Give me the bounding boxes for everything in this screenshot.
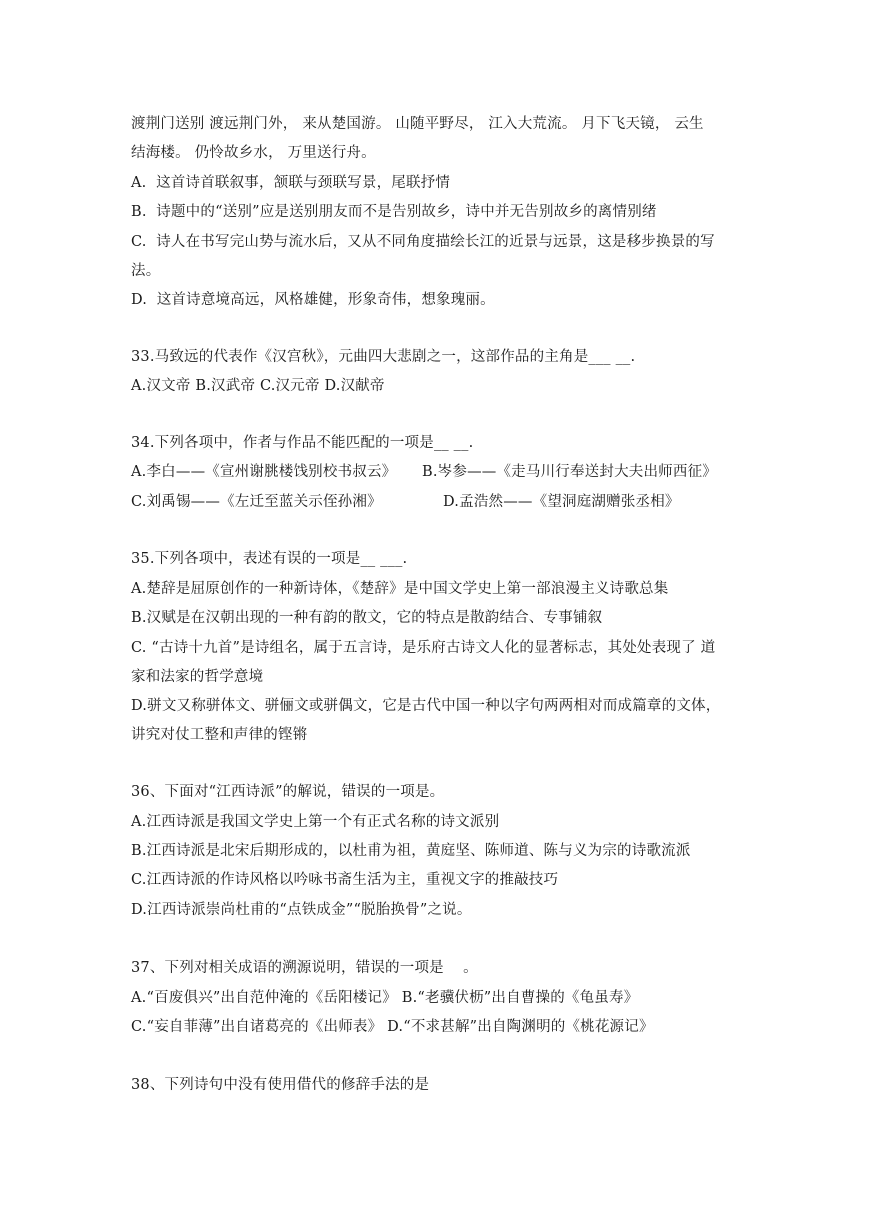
poem-text-line-1: 渡荆门送别 渡远荆门外， 来从楚国游。 山随平野尽， 江入大荒流。 月下飞天镜， 云生 xyxy=(131,116,704,132)
intro-option-a: A. 这首诗首联叙事，颔联与颈联写景，尾联抒情 xyxy=(131,175,451,191)
question-34-option-c: C.刘禹锡——《左迁至蓝关示侄孙湘》 xyxy=(131,494,382,510)
question-35-stem: 35.下列各项中，表述有误的一项是__ ___. xyxy=(131,551,408,567)
question-36-stem: 36、下面对“江西诗派”的解说，错误的一项是。 xyxy=(131,784,445,800)
intro-option-d: D. 这首诗意境高远，风格雄健，形象奇伟，想象瑰丽。 xyxy=(131,292,495,308)
question-36-option-b: B.江西诗派是北宋后期形成的，以杜甫为祖，黄庭坚、陈师道、陈与义为宗的诗歌流派 xyxy=(131,843,691,859)
question-35-option-c: C. “古诗十九首”是诗组名，属于五言诗，是乐府古诗文人化的显著标志，其处处表现了 道 xyxy=(131,640,716,656)
question-37-options-ab: A.“百废俱兴”出自范仲淹的《岳阳楼记》 B.“老骥伏枥”出自曹操的《龟虽寿》 xyxy=(131,990,639,1006)
question-34-option-d: D.孟浩然——《望洞庭湖赠张丞相》 xyxy=(443,494,680,510)
intro-option-c-continued: 法。 xyxy=(131,263,161,279)
question-33-options: A.汉文帝 B.汉武帝 C.汉元帝 D.汉献帝 xyxy=(131,378,385,394)
question-35-option-d-continued: 讲究对仗工整和声律的铿锵 xyxy=(131,727,308,743)
question-36-option-a: A.江西诗派是我国文学史上第一个有正式名称的诗文派别 xyxy=(131,814,500,830)
question-35-option-c-continued: 家和法家的哲学意境 xyxy=(131,669,264,685)
question-34-stem: 34.下列各项中，作者与作品不能匹配的一项是__ __. xyxy=(131,435,474,451)
question-36-option-c: C.江西诗派的作诗风格以吟咏书斋生活为主，重视文字的推敲技巧 xyxy=(131,872,559,888)
question-35-option-a: A.楚辞是屈原创作的一种新诗体，《楚辞》是中国文学史上第一部浪漫主义诗歌总集 xyxy=(131,581,669,597)
question-35-option-d: D.骈文又称骈体文、骈俪文或骈偶文，它是古代中国一种以字句两两相对而成篇章的文体， xyxy=(131,698,721,714)
question-33-stem: 33.马致远的代表作《汉宫秋》，元曲四大悲剧之一，这部作品的主角是___ __. xyxy=(131,349,636,365)
question-34-option-b: B.岑参——《走马川行奉送封大夫出师西征》 xyxy=(422,464,717,480)
intro-option-c: C. 诗人在书写完山势与流水后，又从不同角度描绘长江的近景与远景，这是移步换景的写 xyxy=(131,234,715,250)
intro-option-b: B. 诗题中的“送别”应是送别朋友而不是告别故乡，诗中并无告别故乡的离情别绪 xyxy=(131,204,657,220)
poem-text-line-2: 结海楼。 仍怜故乡水， 万里送行舟。 xyxy=(131,145,376,161)
question-34-option-a: A.李白——《宣州谢脁楼饯别校书叔云》 xyxy=(131,464,397,480)
question-37-stem: 37、下列对相关成语的溯源说明，错误的一项是 。 xyxy=(131,960,478,976)
question-35-option-b: B.汉赋是在汉朝出现的一种有韵的散文，它的特点是散韵结合、专事铺叙 xyxy=(131,610,603,626)
question-37-options-cd: C.“妄自菲薄”出自诸葛亮的《出师表》 D.“不求甚解”出自陶渊明的《桃花源记》 xyxy=(131,1019,654,1035)
question-38-stem: 38、下列诗句中没有使用借代的修辞手法的是 xyxy=(131,1077,430,1093)
question-36-option-d: D.江西诗派崇尚杜甫的“点铁成金”“脱胎换骨”之说。 xyxy=(131,902,472,918)
